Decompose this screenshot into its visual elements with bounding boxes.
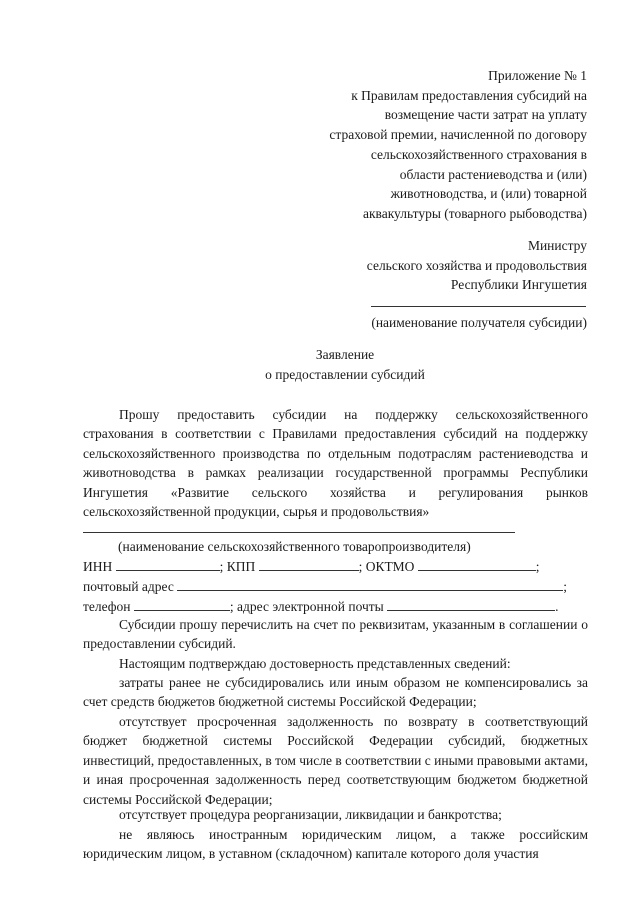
email-blank <box>387 598 555 611</box>
row-terminator: ; <box>535 559 540 574</box>
row-terminator: ; <box>563 579 568 594</box>
no-reorganization-paragraph: отсутствует процедура реорганизации, ликвидации и банкротства; <box>119 807 502 822</box>
producer-caption: (наименование сельскохозяйственного товаропроизводителя) <box>118 539 471 554</box>
addressee-block <box>287 236 587 295</box>
inn-label: ИНН <box>83 559 113 574</box>
email-label: ; адрес электронной почты <box>229 599 384 614</box>
addressee-line: сельского хозяйства и продовольствия <box>366 257 587 273</box>
annex-line: области растениеводства и (или) <box>399 166 587 182</box>
annex-line: животноводства, и (или) товарной <box>390 186 587 202</box>
annex-number: Приложение № 1 <box>488 68 587 83</box>
phone-blank <box>134 598 230 611</box>
postal-address-blank <box>177 578 563 591</box>
subsidy-transfer-paragraph: Субсидии прошу перечислить на счет по реквизитам, указанным в соглашении о предоставлении субсидий. <box>83 617 588 652</box>
annex-line: страховой премии, начисленной по договору <box>329 127 587 143</box>
request-paragraph: Прошу предоставить субсидии на поддержку сельскохозяйственного страхования в соответствии с Правилами предоставления субсидий на поддержку сельскохозяйственного производства по отдельным подотраслям растениеводства и животноводства в рамках реализации государственной программы Республики Ингушетия «Развитие сельского хозяйства и регулирования рынков сельскохозяйственной продукции, сырья и продовольствия» <box>83 407 588 520</box>
annex-line: аквакультуры (товарного рыбоводства) <box>362 205 587 221</box>
addressee-line: Республики Ингушетия <box>450 277 587 292</box>
kpp-label: ; КПП <box>219 559 256 574</box>
producer-name-blank <box>83 532 515 533</box>
kpp-blank <box>259 558 359 571</box>
document-subtitle: о предоставлении субсидий <box>265 367 425 382</box>
contact-row <box>83 597 573 616</box>
oktmo-blank <box>418 558 536 571</box>
annex-line: возмещение части затрат на уплату <box>384 107 587 123</box>
oktmo-label: ; ОКТМО <box>358 559 415 574</box>
document-title: Заявление <box>315 347 375 362</box>
recipient-name-blank <box>371 306 586 307</box>
registration-fields-row <box>83 557 573 576</box>
row-terminator: . <box>555 599 559 614</box>
recipient-caption: (наименование получателя субсидии) <box>371 315 587 330</box>
not-foreign-paragraph: не являюсь иностранным юридическим лицом, а также российским юридическим лицом, в уставном (складочном) капитале которого доля участия <box>83 827 588 862</box>
annex-line: к Правилам предоставления субсидий на <box>351 87 587 103</box>
confirm-paragraph: Настоящим подтверждаю достоверность представленных сведений: <box>119 656 511 671</box>
inn-blank <box>116 558 220 571</box>
annex-line: сельскохозяйственного страхования в <box>370 146 587 162</box>
annex-header <box>287 66 587 224</box>
phone-label: телефон <box>83 599 131 614</box>
no-debt-paragraph: отсутствует просроченная задолженность по возврату в соответствующий бюджет бюджетной системы Российской Федерации субсидий, бюджетных инвестиций, предоставленных, в том числе в соответствии с иными правовыми актами, и иная просроченная задолженность перед соответствующим бюджетом бюджетной системы Российской Федерации; <box>83 714 588 807</box>
not-subsidized-paragraph: затраты ранее не субсидировались или иным образом не компенсировались за счет средств бюджетов бюджетной системы Российской Федерации; <box>83 675 588 710</box>
postal-address-label: почтовый адрес <box>83 579 174 594</box>
postal-address-row <box>83 577 573 596</box>
addressee-line: Министру <box>527 238 587 253</box>
